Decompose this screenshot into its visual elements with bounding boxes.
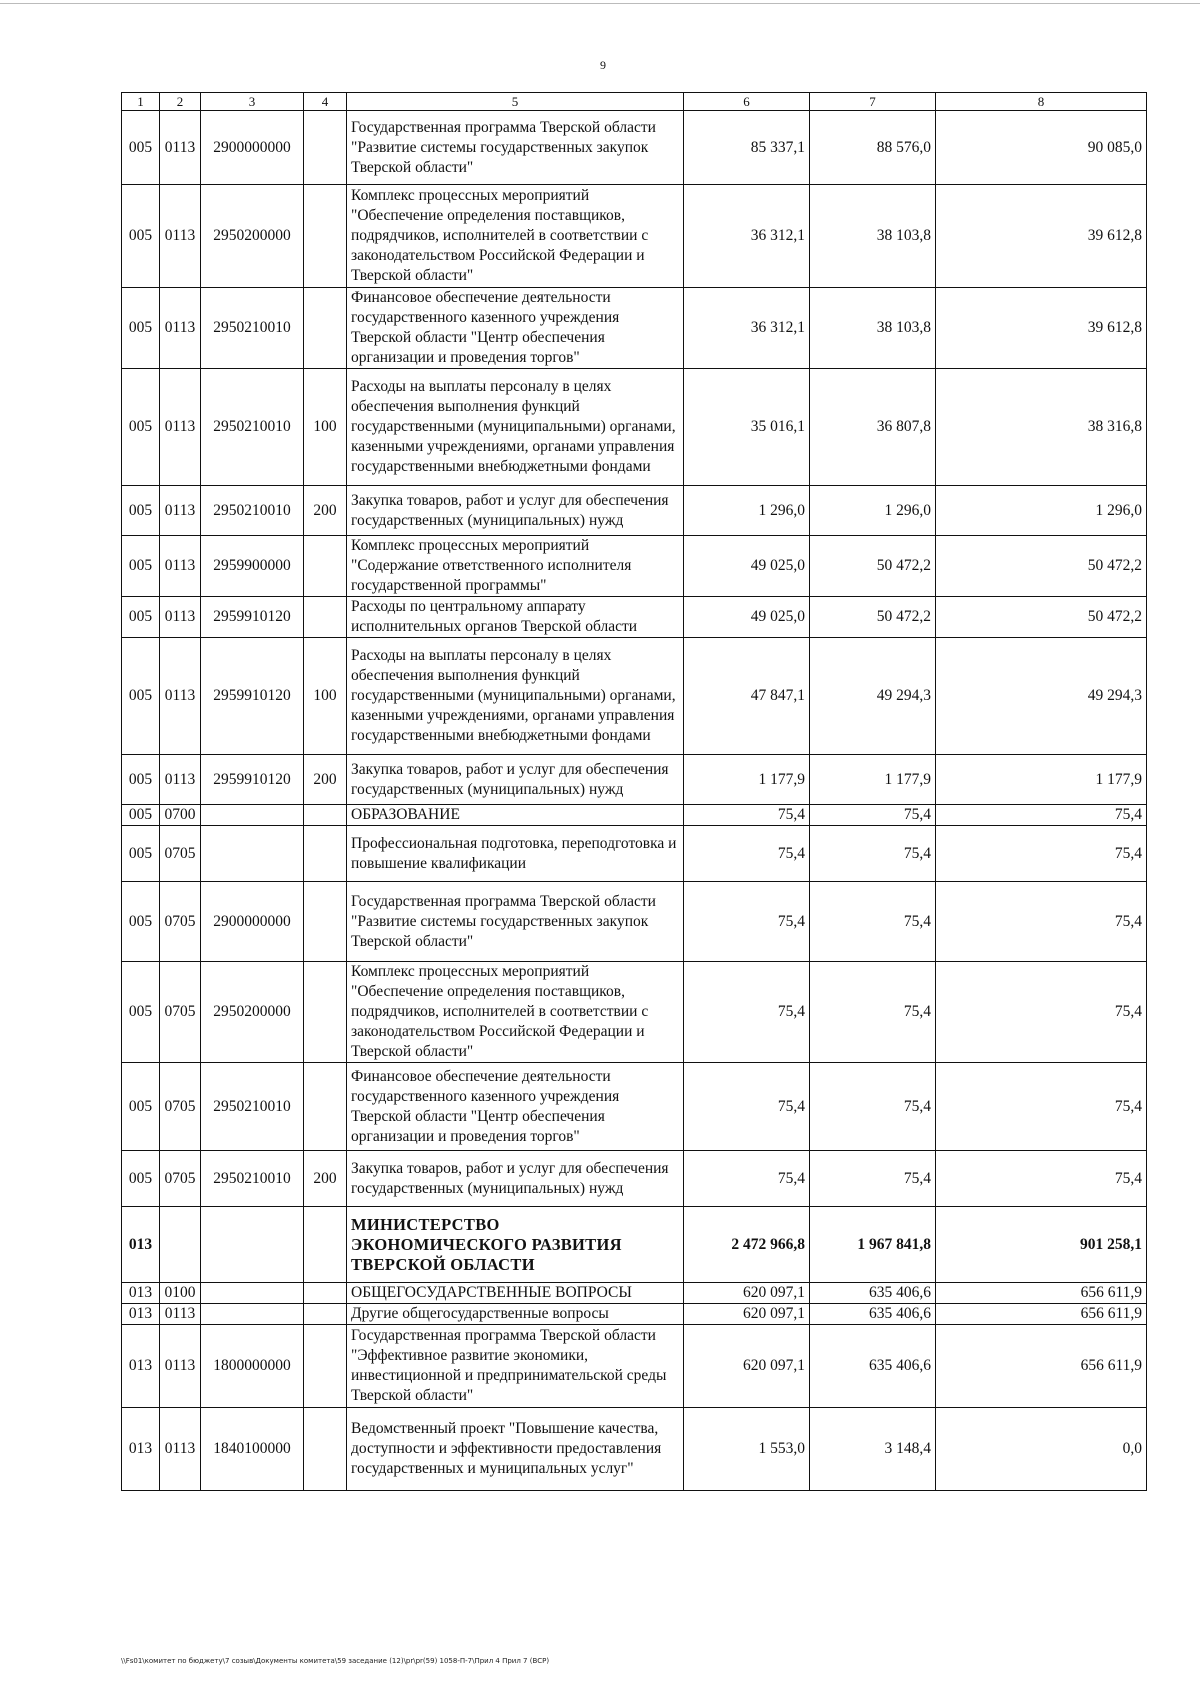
section-cell: 0705	[160, 1063, 201, 1151]
amount-cell: 75,4	[684, 882, 810, 962]
description-cell: Профессиональная подготовка, переподготовка и повышение квалификации	[347, 826, 684, 882]
amount-cell: 1 967 841,8	[810, 1207, 936, 1283]
expense-type-cell: 200	[304, 486, 347, 536]
table-row	[122, 805, 1147, 826]
code-cell: 005	[122, 1063, 160, 1151]
amount-cell: 75,4	[936, 962, 1147, 1063]
amount-cell: 49 025,0	[684, 536, 810, 597]
code-cell: 013	[122, 1283, 160, 1304]
amount-cell: 49 294,3	[810, 638, 936, 755]
table-row	[122, 111, 1147, 185]
code-cell: 005	[122, 111, 160, 185]
expense-type-cell	[304, 1063, 347, 1151]
amount-cell: 635 406,6	[810, 1283, 936, 1304]
amount-cell: 75,4	[936, 826, 1147, 882]
code-cell: 005	[122, 288, 160, 369]
description-cell: Государственная программа Тверской области "Развитие системы государственных закупок Тверской области"	[347, 882, 684, 962]
code-cell: 013	[122, 1408, 160, 1491]
expense-type-cell	[304, 1408, 347, 1491]
amount-cell: 35 016,1	[684, 369, 810, 486]
target-article-cell: 2959910120	[201, 597, 304, 638]
amount-cell: 75,4	[936, 1063, 1147, 1151]
description-cell: Комплекс процессных мероприятий "Обеспечение определения поставщиков, подрядчиков, исполнителей в соответствии с законодательством Российской Федерации и Тверской области"	[347, 185, 684, 288]
target-article-cell: 1840100000	[201, 1408, 304, 1491]
table-row	[122, 1063, 1147, 1151]
amount-cell: 50 472,2	[810, 597, 936, 638]
section-cell: 0113	[160, 486, 201, 536]
table-row	[122, 826, 1147, 882]
amount-cell: 50 472,2	[810, 536, 936, 597]
amount-cell: 620 097,1	[684, 1325, 810, 1408]
code-cell: 005	[122, 638, 160, 755]
section-cell: 0113	[160, 1304, 201, 1325]
amount-cell: 2 472 966,8	[684, 1207, 810, 1283]
section-cell: 0113	[160, 597, 201, 638]
table-row	[122, 755, 1147, 805]
amount-cell: 75,4	[684, 826, 810, 882]
description-cell: ОБЩЕГОСУДАРСТВЕННЫЕ ВОПРОСЫ	[347, 1283, 684, 1304]
table-row	[122, 1304, 1147, 1325]
amount-cell: 75,4	[810, 826, 936, 882]
amount-cell: 75,4	[684, 962, 810, 1063]
code-cell: 013	[122, 1207, 160, 1283]
table-row	[122, 369, 1147, 486]
code-cell: 005	[122, 826, 160, 882]
section-cell: 0705	[160, 1151, 201, 1207]
code-cell: 005	[122, 486, 160, 536]
amount-cell: 50 472,2	[936, 536, 1147, 597]
target-article-cell: 2950200000	[201, 185, 304, 288]
expense-type-cell	[304, 185, 347, 288]
column-header: 7	[810, 93, 936, 111]
expense-type-cell	[304, 882, 347, 962]
description-cell: Финансовое обеспечение деятельности государственного казенного учреждения Тверской области "Центр обеспечения организации и проведения торгов"	[347, 288, 684, 369]
amount-cell: 656 611,9	[936, 1283, 1147, 1304]
amount-cell: 75,4	[810, 962, 936, 1063]
code-cell: 005	[122, 536, 160, 597]
amount-cell: 36 312,1	[684, 185, 810, 288]
description-cell: Ведомственный проект "Повышение качества, доступности и эффективности предоставления государственных и муниципальных услуг"	[347, 1408, 684, 1491]
description-cell: Закупка товаров, работ и услуг для обеспечения государственных (муниципальных) нужд	[347, 1151, 684, 1207]
amount-cell: 3 148,4	[810, 1408, 936, 1491]
section-cell: 0705	[160, 826, 201, 882]
amount-cell: 901 258,1	[936, 1207, 1147, 1283]
expense-type-cell: 100	[304, 369, 347, 486]
expense-type-cell	[304, 1325, 347, 1408]
amount-cell: 88 576,0	[810, 111, 936, 185]
description-cell: Комплекс процессных мероприятий "Обеспечение определения поставщиков, подрядчиков, исполнителей в соответствии с законодательством Российской Федерации и Тверской области"	[347, 962, 684, 1063]
target-article-cell: 1800000000	[201, 1325, 304, 1408]
amount-cell: 49 025,0	[684, 597, 810, 638]
table-body	[122, 111, 1147, 1491]
amount-cell: 75,4	[810, 882, 936, 962]
target-article-cell: 2950210010	[201, 486, 304, 536]
amount-cell: 1 553,0	[684, 1408, 810, 1491]
section-cell	[160, 1207, 201, 1283]
code-cell: 005	[122, 882, 160, 962]
section-cell: 0113	[160, 1325, 201, 1408]
amount-cell: 75,4	[810, 1063, 936, 1151]
description-cell: Закупка товаров, работ и услуг для обеспечения государственных (муниципальных) нужд	[347, 755, 684, 805]
expense-type-cell	[304, 1283, 347, 1304]
table-row	[122, 185, 1147, 288]
amount-cell: 75,4	[936, 882, 1147, 962]
column-header: 1	[122, 93, 160, 111]
amount-cell: 75,4	[684, 1063, 810, 1151]
code-cell: 005	[122, 185, 160, 288]
target-article-cell	[201, 1304, 304, 1325]
amount-cell: 39 612,8	[936, 288, 1147, 369]
amount-cell: 1 177,9	[810, 755, 936, 805]
table-row	[122, 486, 1147, 536]
target-article-cell: 2900000000	[201, 882, 304, 962]
amount-cell: 85 337,1	[684, 111, 810, 185]
section-cell: 0113	[160, 1408, 201, 1491]
expense-type-cell	[304, 536, 347, 597]
section-cell: 0705	[160, 882, 201, 962]
amount-cell: 75,4	[936, 805, 1147, 826]
target-article-cell: 2900000000	[201, 111, 304, 185]
amount-cell: 0,0	[936, 1408, 1147, 1491]
target-article-cell	[201, 1207, 304, 1283]
amount-cell: 75,4	[810, 1151, 936, 1207]
expense-type-cell	[304, 805, 347, 826]
section-cell: 0100	[160, 1283, 201, 1304]
table-row	[122, 288, 1147, 369]
code-cell: 005	[122, 755, 160, 805]
code-cell: 005	[122, 597, 160, 638]
table-row	[122, 1408, 1147, 1491]
expense-type-cell: 200	[304, 755, 347, 805]
amount-cell: 635 406,6	[810, 1304, 936, 1325]
section-cell: 0705	[160, 962, 201, 1063]
section-cell: 0113	[160, 185, 201, 288]
table-row	[122, 882, 1147, 962]
expense-type-cell	[304, 1207, 347, 1283]
target-article-cell: 2959900000	[201, 536, 304, 597]
target-article-cell: 2950210010	[201, 288, 304, 369]
expense-type-cell	[304, 288, 347, 369]
page-number: 9	[600, 58, 606, 72]
column-header: 6	[684, 93, 810, 111]
expense-type-cell	[304, 962, 347, 1063]
target-article-cell: 2950210010	[201, 1151, 304, 1207]
amount-cell: 49 294,3	[936, 638, 1147, 755]
table-row	[122, 536, 1147, 597]
description-cell: ОБРАЗОВАНИЕ	[347, 805, 684, 826]
section-cell: 0113	[160, 111, 201, 185]
amount-cell: 39 612,8	[936, 185, 1147, 288]
code-cell: 005	[122, 369, 160, 486]
section-cell: 0113	[160, 536, 201, 597]
target-article-cell	[201, 805, 304, 826]
amount-cell: 1 296,0	[810, 486, 936, 536]
description-cell: Расходы по центральному аппарату исполнительных органов Тверской области	[347, 597, 684, 638]
section-cell: 0113	[160, 755, 201, 805]
amount-cell: 1 177,9	[936, 755, 1147, 805]
description-cell: Государственная программа Тверской области "Эффективное развитие экономики, инвестиционной и предпринимательской среды Тверской области"	[347, 1325, 684, 1408]
amount-cell: 50 472,2	[936, 597, 1147, 638]
code-cell: 013	[122, 1304, 160, 1325]
description-cell: Закупка товаров, работ и услуг для обеспечения государственных (муниципальных) нужд	[347, 486, 684, 536]
expense-type-cell	[304, 1304, 347, 1325]
column-header: 2	[160, 93, 201, 111]
amount-cell: 36 312,1	[684, 288, 810, 369]
table-row	[122, 1325, 1147, 1408]
section-cell: 0113	[160, 288, 201, 369]
amount-cell: 1 296,0	[684, 486, 810, 536]
description-cell: МИНИСТЕРСТВО ЭКОНОМИЧЕСКОГО РАЗВИТИЯ ТВЕРСКОЙ ОБЛАСТИ	[347, 1207, 684, 1283]
target-article-cell	[201, 1283, 304, 1304]
amount-cell: 75,4	[684, 1151, 810, 1207]
amount-cell: 656 611,9	[936, 1304, 1147, 1325]
target-article-cell	[201, 826, 304, 882]
table-row	[122, 1283, 1147, 1304]
code-cell: 005	[122, 1151, 160, 1207]
section-cell: 0113	[160, 369, 201, 486]
scan-edge-line	[0, 3, 1200, 4]
expense-type-cell: 200	[304, 1151, 347, 1207]
code-cell: 005	[122, 805, 160, 826]
description-cell: Расходы на выплаты персоналу в целях обеспечения выполнения функций государственными (муниципальными) органами, казенными учреждениями, органами управления государственными внебюджетными фондами	[347, 369, 684, 486]
expense-type-cell	[304, 826, 347, 882]
amount-cell: 1 177,9	[684, 755, 810, 805]
table-row	[122, 597, 1147, 638]
section-cell: 0700	[160, 805, 201, 826]
budget-table	[121, 92, 1147, 1491]
target-article-cell: 2950200000	[201, 962, 304, 1063]
amount-cell: 90 085,0	[936, 111, 1147, 185]
amount-cell: 656 611,9	[936, 1325, 1147, 1408]
section-cell: 0113	[160, 638, 201, 755]
target-article-cell: 2959910120	[201, 638, 304, 755]
target-article-cell: 2959910120	[201, 755, 304, 805]
description-cell: Комплекс процессных мероприятий "Содержание ответственного исполнителя государственной программы"	[347, 536, 684, 597]
column-header: 3	[201, 93, 304, 111]
column-header: 8	[936, 93, 1147, 111]
column-number-row	[122, 93, 1147, 111]
table-row	[122, 638, 1147, 755]
amount-cell: 1 296,0	[936, 486, 1147, 536]
amount-cell: 36 807,8	[810, 369, 936, 486]
amount-cell: 47 847,1	[684, 638, 810, 755]
amount-cell: 635 406,6	[810, 1325, 936, 1408]
amount-cell: 38 103,8	[810, 288, 936, 369]
expense-type-cell	[304, 111, 347, 185]
table-row	[122, 962, 1147, 1063]
amount-cell: 620 097,1	[684, 1304, 810, 1325]
description-cell: Расходы на выплаты персоналу в целях обеспечения выполнения функций государственными (муниципальными) органами, казенными учреждениями, органами управления государственными внебюджетными фондами	[347, 638, 684, 755]
footer-file-path: \\Fs01\комитет по бюджету\7 созыв\Документы комитета\59 заседание (12)\pr\pr(59) 1058-П-7\Прил 4 Прил 7 (ВСР)	[121, 1657, 550, 1665]
amount-cell: 75,4	[936, 1151, 1147, 1207]
column-header: 4	[304, 93, 347, 111]
description-cell: Финансовое обеспечение деятельности государственного казенного учреждения Тверской области "Центр обеспечения организации и проведения торгов"	[347, 1063, 684, 1151]
amount-cell: 38 103,8	[810, 185, 936, 288]
amount-cell: 38 316,8	[936, 369, 1147, 486]
column-header: 5	[347, 93, 684, 111]
description-cell: Другие общегосударственные вопросы	[347, 1304, 684, 1325]
amount-cell: 75,4	[810, 805, 936, 826]
description-cell: Государственная программа Тверской области "Развитие системы государственных закупок Тверской области"	[347, 111, 684, 185]
table-row	[122, 1207, 1147, 1283]
code-cell: 005	[122, 962, 160, 1063]
expense-type-cell: 100	[304, 638, 347, 755]
target-article-cell: 2950210010	[201, 369, 304, 486]
target-article-cell: 2950210010	[201, 1063, 304, 1151]
code-cell: 013	[122, 1325, 160, 1408]
amount-cell: 620 097,1	[684, 1283, 810, 1304]
amount-cell: 75,4	[684, 805, 810, 826]
table-row	[122, 1151, 1147, 1207]
expense-type-cell	[304, 597, 347, 638]
